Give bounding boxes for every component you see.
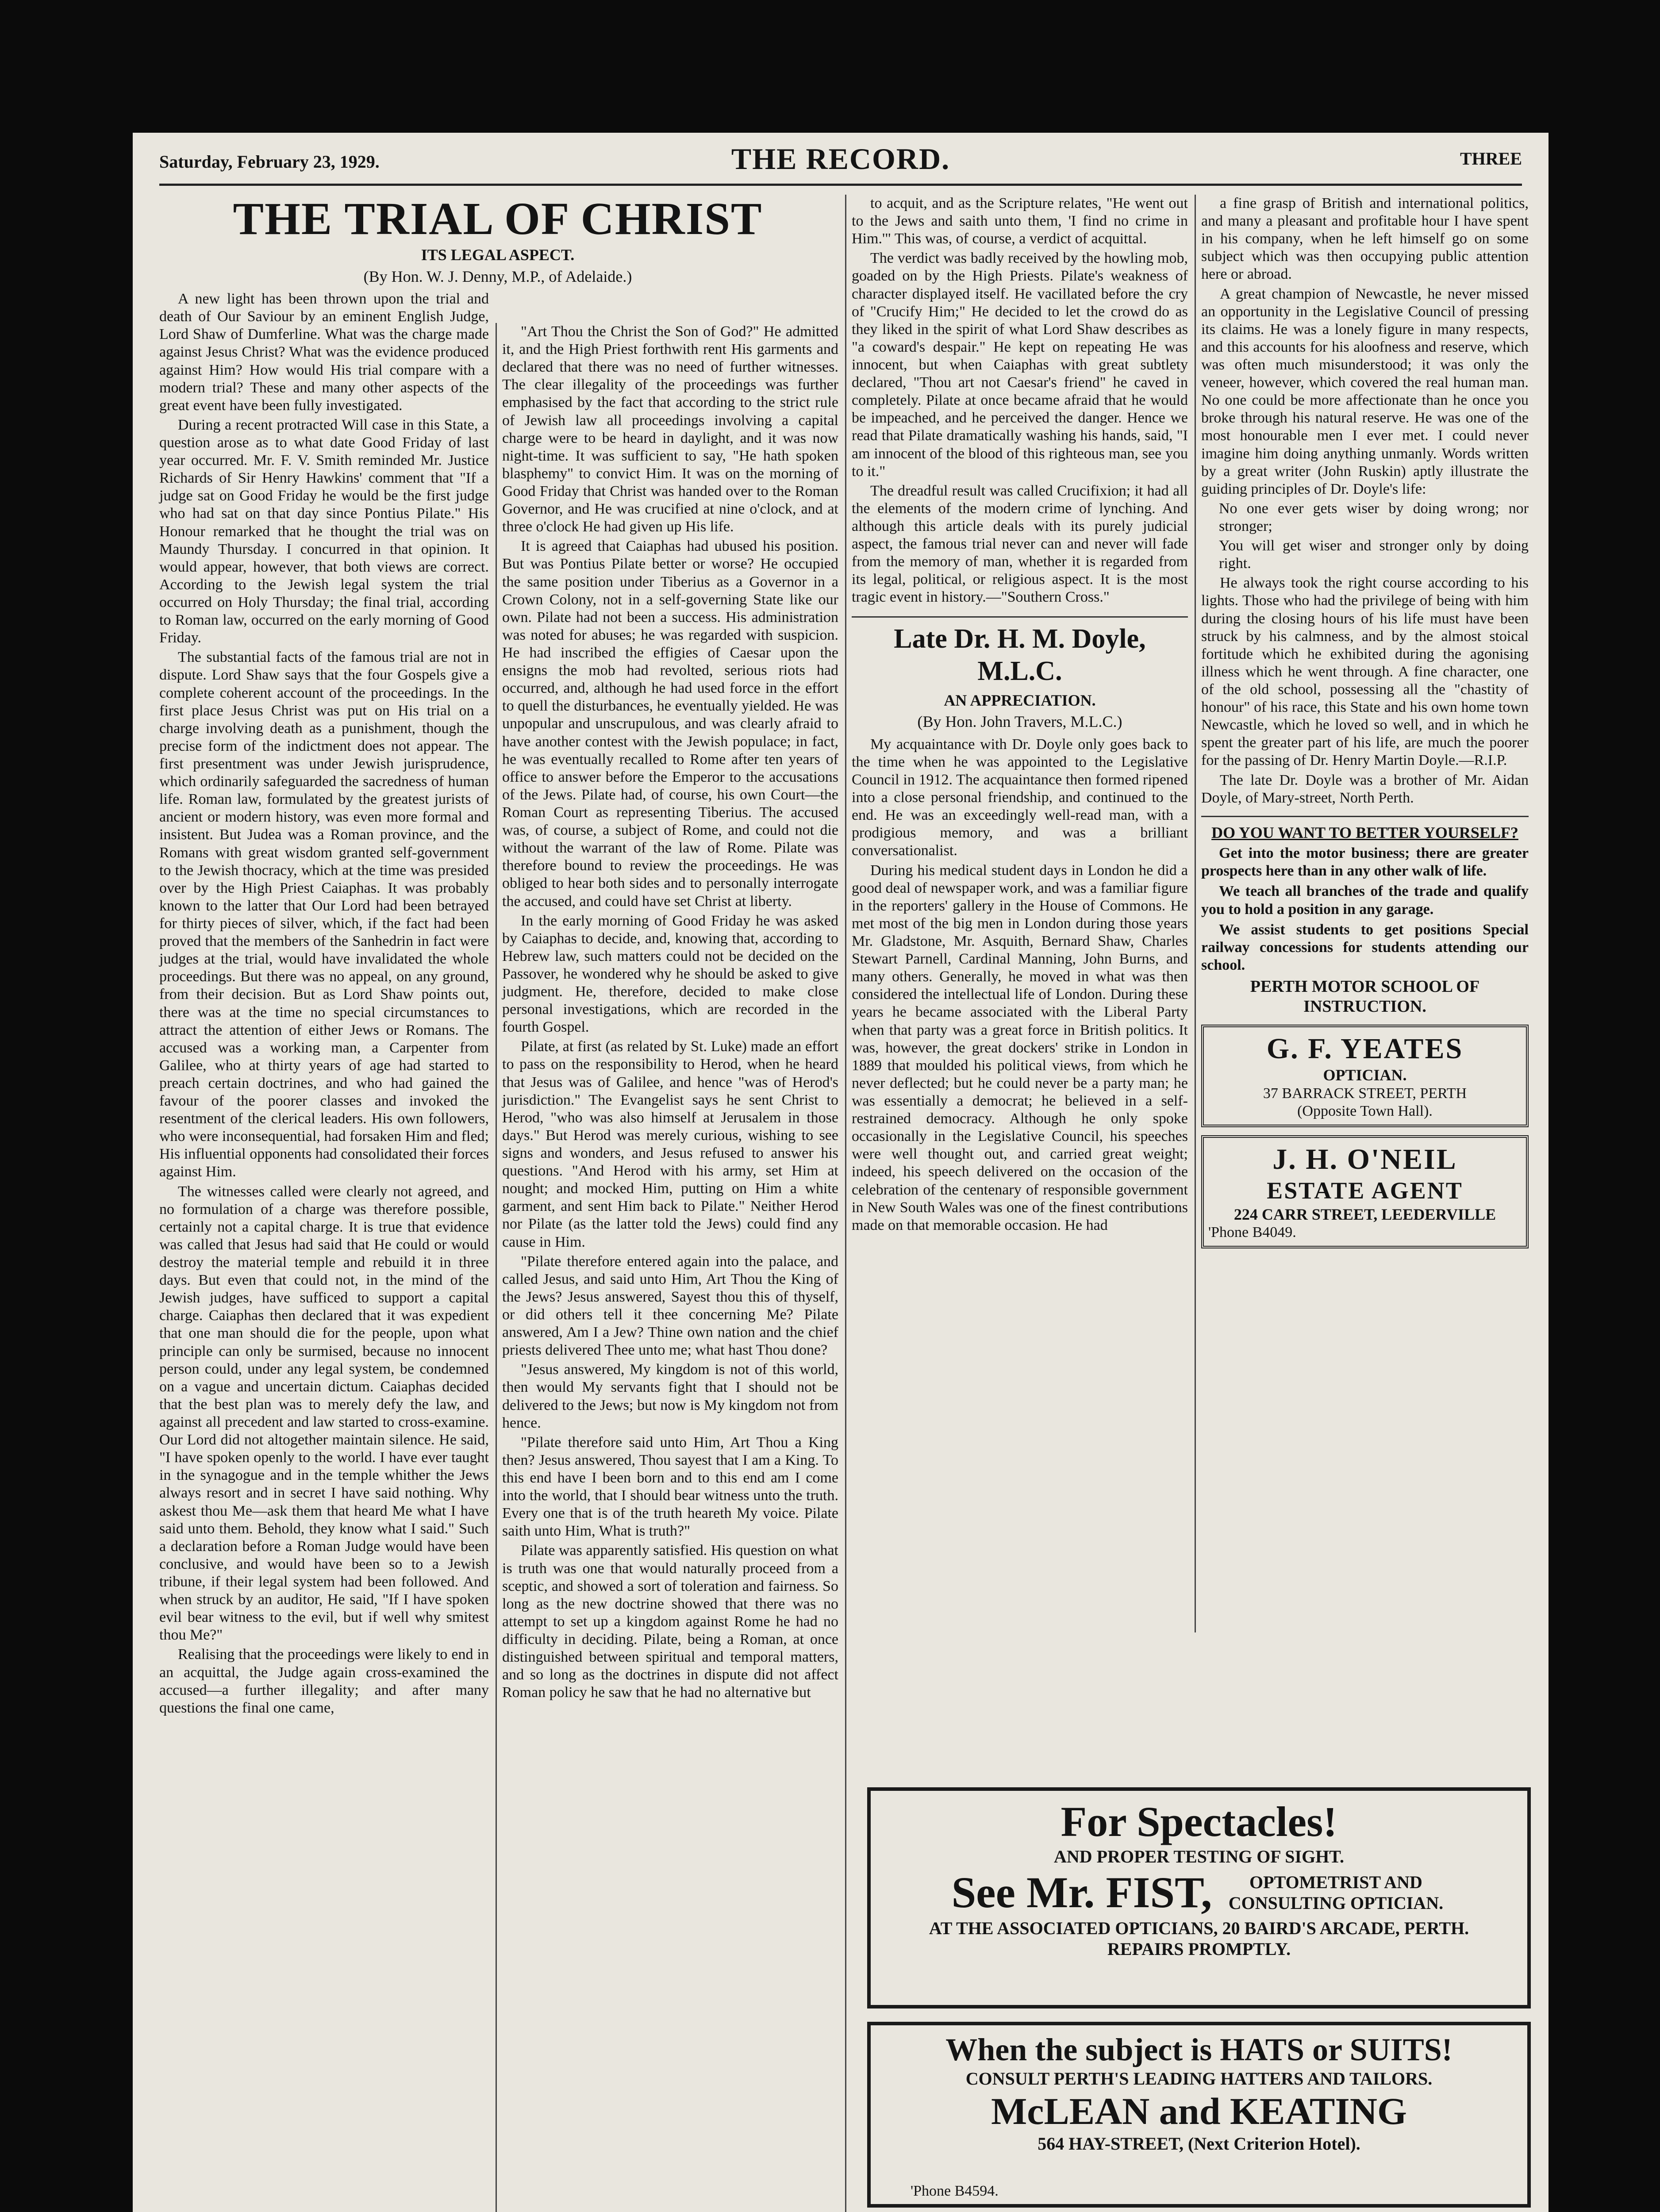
ad-phone: 'Phone B4049. bbox=[1208, 1224, 1296, 1241]
ad-address: AT THE ASSOCIATED OPTICIANS, 20 BAIRD'S ARCADE, PERTH. bbox=[929, 1918, 1469, 1938]
paragraph: The late Dr. Doyle was a brother of Mr. Aidan Doyle, of Mary-street, North Perth. bbox=[1201, 772, 1529, 806]
ad-trade: ESTATE AGENT bbox=[1267, 1177, 1463, 1204]
paragraph: In the early morning of Good Friday he was asked by Caiaphas to decide, and, knowing that, according to Hebrew law, such matters could not be decided on the Passover, he wondered why he should be asked to give judgment. He, therefore, decided to make close personal investigations, which are recorded in the fourth Gospel. bbox=[502, 912, 838, 1036]
column-rule bbox=[496, 323, 497, 2212]
page-number: THREE bbox=[1460, 149, 1522, 169]
page-header bbox=[159, 142, 1522, 186]
paragraph: "Pilate therefore entered again into the palace, and called Jesus, and said unto Him, Art Thou the King of the Jews? Jesus answered, Sayest thou this of thyself, or did others tell it thee concerning Me? Pilate answered, Am I a Jew? Thine own nation and the chief priests delivered Thee unto me; what hast Thou done? bbox=[502, 1253, 838, 1359]
ad-headline: For Spectacles! bbox=[1061, 1798, 1337, 1845]
ad-trade: OPTICIAN. bbox=[1323, 1066, 1407, 1084]
paragraph: He always took the right course according to his lights. Those who had the privilege of being with him during the closing hours of his life must have been struck by his calmness, and by the almost stoical fortitude which he exhibited during the agonising illness which he went through. A fine character, one of the old school, possessing all the "chastity of honour" of his race, this State and his own home town Newcastle, which he loved so well, and in which he spent the greater part of his life, are much the poorer for the passing of Dr. Henry Martin Doyle.—R.I.P. bbox=[1201, 575, 1529, 769]
paragraph: A new light has been thrown upon the trial and death of Our Saviour by an eminent English Judge, Lord Shaw of Dumferline. What was the charge made against Jesus Christ? What was the evidence produced against Him? How would His trial compare with a modern trial? These and many other aspects of the great event have been fully investigated. bbox=[159, 291, 489, 414]
ad-subline: CONSULT PERTH'S LEADING HATTERS AND TAILORS. bbox=[965, 2069, 1433, 2089]
paragraph: During his medical student days in London he did a good deal of newspaper work, and was a familiar figure in the reporters' gallery in the House of Commons. He met most of the big men in London during those years Mr. Gladstone, Mr. Asquith, Bernard Shaw, Charles Stewart Parnell, Cardinal Manning, John Burns, and many others. Generally, he moved in what was then considered the intellectual life of London. During these years he became associated with the Liberal Party when that party was a great force in British politics. It was, however, the great dockers' strike in London in 1889 that moulded his political views, from which he never deflected; but he could never be a party man; he was essentially a democrat; he believed in a self-restrained democracy. Although he only spoke occasionally in the Legislative Council, his speeches were well thought out, and carried great weight; indeed, his speech delivered on the occasion of the celebration of the centenary of responsible government in New South Wales was one of the finest contributions made on that memorable occasion. He had bbox=[852, 862, 1188, 1233]
paragraph: The substantial facts of the famous trial are not in dispute. Lord Shaw says that the four Gospels give a complete coherent account of the proceedings. In the first place Jesus Christ was put on His trial on a charge involving death as a punishment, though the precise form of the indictment does not appear. The first presentment was under Jewish jurisprudence, which ordinarily safeguarded the sacredness of human life. Roman law, formulated by the greatest jurists of ancient or modern history, was even more formal and insistent. But Judea was a Roman province, and the Romans with great wisdom granted self-government to the Jewish thocracy, which at the time was presided over by the High Priest Caiaphas. It was probably known to the latter that Our Lord had been betrayed for thirty pieces of silver, which, if the fact had been proved that the members of the Sanhedrin in fact were judges at the trial, would have invalidated the whole proceedings. But there was no appeal, on any ground, from their decision. But as Lord Shaw points out, there was at the time no special circumstances to attract the attention of either Jews or Romans. The accused was a working man, a Carpenter from Galilee, who at thirty years of age had started to preach certain doctrines, and who had gained the favour of the poorer classes and invoked the resentment of the clerical leaders. His own followers, who were inconsequential, had forsaken Him and fled; His influential opponents had consolidated their forces against Him. bbox=[159, 649, 489, 1180]
column-rule bbox=[845, 195, 846, 2212]
obituary-byline: (By Hon. John Travers, M.L.C.) bbox=[917, 713, 1122, 731]
ad-signature: PERTH MOTOR SCHOOL OF INSTRUCTION. bbox=[1250, 977, 1480, 1016]
oneil-ad bbox=[1201, 1135, 1529, 1248]
fist-ad bbox=[867, 1787, 1531, 2008]
ad-note: (Opposite Town Hall). bbox=[1297, 1103, 1433, 1120]
ad-phone: 'Phone B4594. bbox=[911, 2183, 999, 2199]
paragraph: The verdict was badly received by the howling mob, goaded on by the High Priests. Pilate's weakness of character displayed itself. He vacillated before the cry of "Crucify Him;" He decided to let the crowd do as they liked in the spirit of what Lord Shaw describes as "a coward's despair." He kept on repeating He was innocent, but when Caiaphas with great subtlety declared, "Thou art not Caesar's friend" he caved in completely. Pilate at once became afraid that he would be impeached, and he perceived the danger. Hence we read that Pilate dramatically washing his hands, said, "I am innocent of the blood of this righteous man, see you to it." bbox=[852, 250, 1188, 480]
ad-address: 224 CARR STREET, LEEDERVILLE bbox=[1233, 1205, 1496, 1223]
paragraph: The witnesses called were clearly not agreed, and no formulation of a charge was therefore possible, certainly not a capital charge. It is true that evidence was called that Jesus had said that He could or would destroy the material temple and rebuild it in three days. But even that could not, in the mind of the Jewish judges, have sufficed to support a capital charge. Caiaphas then declared that it was expedient that one man should die for the people, upon what principle can only be surmised, because no innocent person could, under any legal system, be condemned on a vague and uncertain dictum. Caiaphas decided that the best plan was to merely defy the law, and against all precedent and law started to cross-examine. Our Lord did not altogether maintain silence. He said, "I have spoken openly to the world. I have ever taught in the synagogue and in the temple whither the Jews always resort and in secret I have said nothing. Why askest thou Me—ask them that heard Me what I have said unto them. Behold, they know what I said." Such a declaration before a Roman Judge would have been conclusive, and would have been so to a Jewish tribune, if their legal system had been followed. And when struck by an auditor, He said, "If I have spoken evil bear witness to the evil, but if well why smitest thou Me?" bbox=[159, 1183, 489, 1644]
verse-line: You will get wiser and stronger only by doing right. bbox=[1219, 538, 1529, 572]
column-rule bbox=[1195, 195, 1196, 1632]
paragraph: "Art Thou the Christ the Son of God?" He admitted it, and the High Priest forthwith rent His garments and declared that there was no need of further witnesses. The clear illegality of the proceedings was further emphasised by the fact that according to the strict rule of Jewish law all proceedings involving a capital charge were to be heard in daylight, and it was now night-time. It was sufficient to say, "He hath spoken blasphemy" to convict Him. It was on the morning of Good Friday that Christ was handed over to the Roman Governor, and He was crucified at nine o'clock, and at three o'clock He had given up His life. bbox=[502, 323, 838, 535]
paragraph: The dreadful result was called Crucifixion; it had all the elements of the modern crime of lynching. And although this article deals with its purely judicial aspect, the famous trial never can and never will fade from the memory of man, whether it is regarded from its legal, political, or religious aspect. It is the most tragic event in history.—"Southern Cross." bbox=[852, 482, 1188, 606]
obituary-subtitle: AN APPRECIATION. bbox=[944, 691, 1096, 709]
paragraph: Realising that the proceedings were likely to end in an acquittal, the Judge again cross-examined the accused—a further illegality; and after many questions the final one came, bbox=[159, 1646, 489, 1716]
mclean-keating-ad bbox=[867, 2022, 1531, 2208]
article-title: THE TRIAL OF CHRIST bbox=[233, 193, 763, 244]
paragraph: During a recent protracted Will case in this State, a question arose as to what date Good Friday of last year occurred. Mr. F. V. Smith reminded Mr. Justice Richards of Sir Henry Hawkins' comment that "If a judge sat on Good Friday he would be the first judge who had sat on that day since Pontius Pilate." His Honour remarked that he thought the trial was on Maundy Thursday. I concurred in that opinion. It would appear, however, that both views are correct. According to the Jewish legal system the trial occurred on Holy Thursday; the final trial, according to Roman law, occurred on the early morning of Good Friday. bbox=[159, 416, 489, 646]
paragraph: It is agreed that Caiaphas had ubused his position. But was Pontius Pilate better or worse? He occupied the same position under Tiberius as a Governor in a Crown Colony, not in a self-governing State like our own. Pilate had not been a success. His administration was noted for abuses; he was regarded with suspicion. He had inscribed the effigies of Caesar upon the ensigns the mob had revolted, serious riots had occurred, and, although he had used force in the effort to quell the disturbances, he eventually yielded. He was unpopular and unscrupulous, and was clearly afraid to have another contest with the Jewish populace; in fact, he was eventually recalled to Rome after ten years of office to answer before the Emperor to the accusations of the Jews. Pilate had, of course, his own Court—the Roman Court as representing Tiberius. The accused was, of course, a subject of Rome, and could not die without the warrant of the law of Rome. Pilate was therefore bound to review the proceedings. He was obliged to hear both sides and to personally interrogate the accused, and could have set Christ at liberty. bbox=[502, 538, 838, 910]
obituary-title: Late Dr. H. M. Doyle, M.L.C. bbox=[852, 616, 1188, 687]
ad-address: 564 HAY-STREET, (Next Criterion Hotel). bbox=[1038, 2134, 1360, 2154]
issue-date: Saturday, February 23, 1929. bbox=[159, 152, 380, 172]
motor-school-ad bbox=[1201, 816, 1529, 1017]
ad-address: 37 BARRACK STREET, PERTH bbox=[1263, 1085, 1467, 1102]
paper-title: THE RECORD. bbox=[731, 142, 950, 176]
newspaper-page bbox=[133, 133, 1549, 2212]
ad-note: REPAIRS PROMPTLY. bbox=[1107, 1939, 1291, 1959]
ad-name: McLEAN and KEATING bbox=[991, 2090, 1407, 2132]
article-subtitle: ITS LEGAL ASPECT. bbox=[421, 246, 575, 264]
ad-name: J. H. O'NEIL bbox=[1272, 1143, 1457, 1176]
column-4 bbox=[1201, 195, 1529, 1632]
ad-name: See Mr. FIST, bbox=[951, 1868, 1212, 1917]
ad-trade: OPTOMETRIST AND CONSULTING OPTICIAN. bbox=[1228, 1872, 1444, 1913]
column-2 bbox=[502, 323, 838, 2212]
yeates-ad bbox=[1201, 1025, 1529, 1128]
ad-line: We assist students to get positions Special railway concessions for students attending our school. bbox=[1201, 921, 1529, 973]
column-3 bbox=[852, 195, 1188, 1632]
ad-headline: When the subject is HATS or SUITS! bbox=[945, 2032, 1452, 2067]
paragraph: Pilate, at first (as related by St. Luke) made an effort to pass on the responsibility to Herod, when he heard that Jesus was of Galilee, and hence "was of Herod's jurisdiction." The Evangelist says he sent Christ to Herod, "who was also himself at Jerusalem in those days." But Herod was merely curious, wishing to see signs and wonders, and Jesus refused to answer his questions. "And Herod with his army, set Him at nought; and mocked Him, putting on Him a white garment, and sent Him back to Pilate." Neither Herod nor Pilate (as the latter told the Jews) could find any cause in Him. bbox=[502, 1038, 838, 1250]
ad-line: We teach all branches of the trade and qualify you to hold a position in any garage. bbox=[1201, 883, 1529, 918]
paragraph: Pilate was apparently satisfied. His question on what is truth was one that would naturally proceed from a sceptic, and showed a sort of toleration and fairness. So long as the new doctrine showed that there was no attempt to set up a kingdom against Rome he had no difficulty in deciding. Pilate, being a Roman, at once distinguished between spiritual and temporal matters, and so long as the doctrines in dispute did not affect Roman policy he saw that he had no alternative but bbox=[502, 1542, 838, 1701]
paragraph: a fine grasp of British and international politics, and many a pleasant and profitable hour I have spent in his company, when he left himself go on some subject which was then occupying public attention here or abroad. bbox=[1201, 195, 1529, 283]
paragraph: "Pilate therefore said unto Him, Art Thou a King then? Jesus answered, Thou sayest that I am a King. To this end have I been born and to this end am I come into the world, that I should bear witness unto the truth. Every one that is of the truth heareth My voice. Pilate saith unto Him, What is truth?" bbox=[502, 1434, 838, 1540]
ad-title: DO YOU WANT TO BETTER YOURSELF? bbox=[1211, 823, 1518, 841]
paragraph: to acquit, and as the Scripture relates, "He went out to the Jews and saith unto them, 'I find no crime in Him.'" This was, of course, a verdict of acquittal. bbox=[852, 195, 1188, 247]
paragraph: "Jesus answered, My kingdom is not of this world, then would My servants fight that I should not be delivered to the Jews; but now is My kingdom not from hence. bbox=[502, 1361, 838, 1431]
paragraph: A great champion of Newcastle, he never missed an opportunity in the Legislative Council of pressing its claims. He was a lonely figure in many respects, and this accounts for his aloofness and reserve, which was often much misunderstood; it was only the veneer, however, which covered the real human man. No one could be more affectionate than he once you broke through his natural reserve. He was one of the most honourable men I ever met. I could never imagine him doing anything unmanly. Words written by a great writer (John Ruskin) aptly illustrate the guiding principles of Dr. Doyle's life: bbox=[1201, 285, 1529, 497]
ad-subline: AND PROPER TESTING OF SIGHT. bbox=[1053, 1847, 1345, 1866]
ad-name: G. F. YEATES bbox=[1266, 1032, 1464, 1065]
ad-line: Get into the motor business; there are greater prospects here than in any other walk of life. bbox=[1201, 845, 1529, 879]
verse-line: No one ever gets wiser by doing wrong; nor stronger; bbox=[1219, 500, 1529, 534]
paragraph: My acquaintance with Dr. Doyle only goes back to the time when he was appointed to the Legislative Council in 1912. The acquaintance then formed ripened into a close personal friendship, and continued to the end. He was an exceedingly well-read man, with a prodigious memory, and was a brilliant conversationalist. bbox=[852, 736, 1188, 859]
article-byline: (By Hon. W. J. Denny, M.P., of Adelaide.) bbox=[363, 267, 632, 285]
